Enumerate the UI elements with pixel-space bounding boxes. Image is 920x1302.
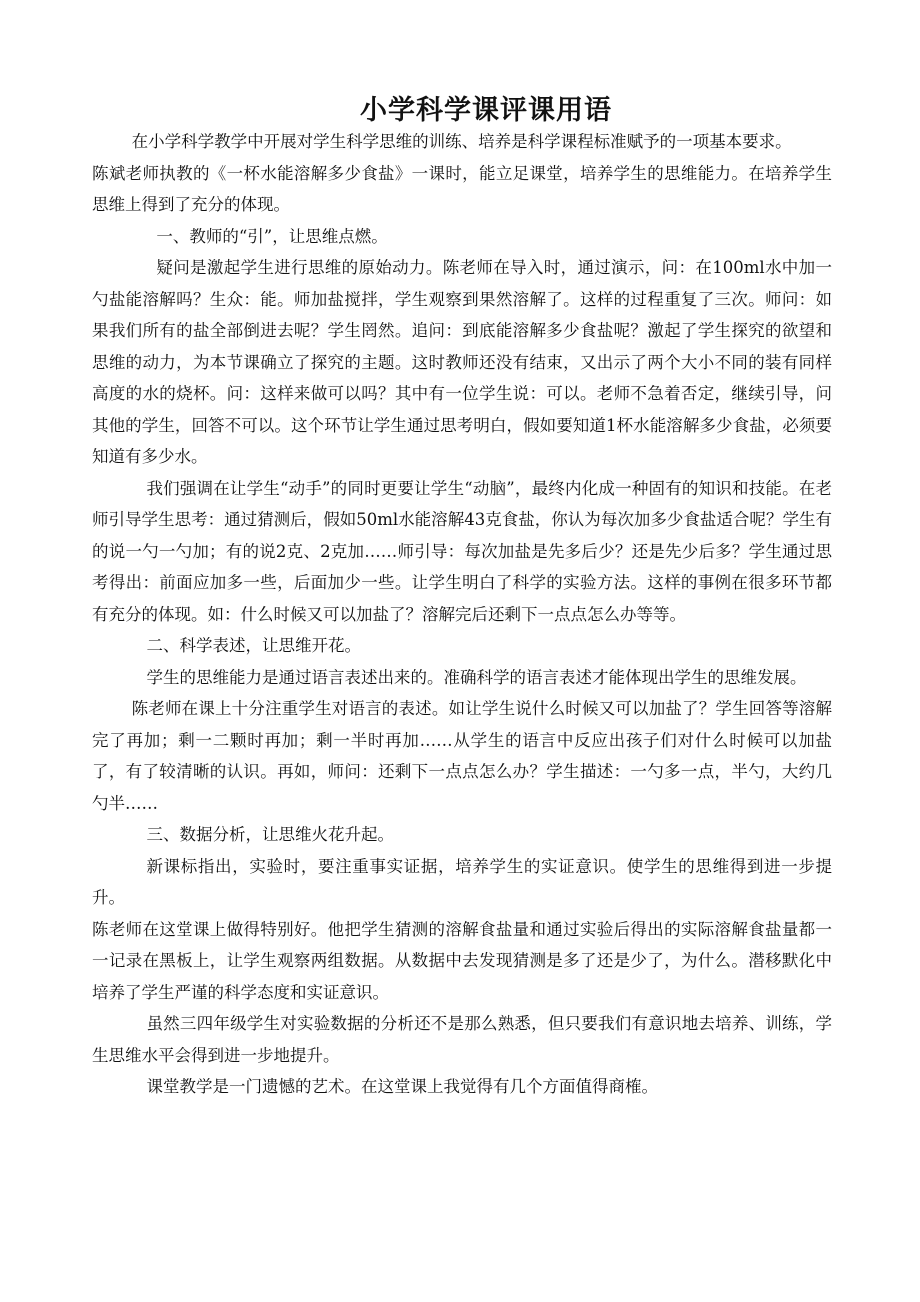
paragraph-conclusion: 课堂教学是一门遗憾的艺术。在这堂课上我觉得有几个方面值得商榷。 [146, 1077, 658, 1096]
paragraph-language-examples: 陈老师在课上十分注重学生对语言的表述。如让学生说什么时候又可以加盐了？学生回答等溶解完了再加；剩一二颗时再加；剩一半时再加……从学生的语言中反应出孩子们对什么时候可以加盐了，有了较清晰的认识。再如，师问：还剩下一点点怎么办？学生描述：一勺多一点，半勺，大约几勺半…… [92, 699, 832, 813]
paragraph-intro: 在小学科学教学中开展对学生科学思维的训练、培养是科学课程标准赋予的一项基本要求。 [131, 132, 792, 151]
paragraph-overview: 陈斌老师执教的《一杯水能溶解多少食盐》一课时，能立足课堂，培养学生的思维能力。在培养学生思维上得到了充分的体现。 [92, 163, 832, 214]
document-title: 小学科学课评课用语 [360, 95, 612, 126]
section-heading-2: 二、科学表述，让思维开花。 [146, 636, 361, 655]
section-heading-3: 三、数据分析，让思维火花升起。 [146, 825, 394, 844]
paragraph-data-recording: 陈老师在这堂课上做得特别好。他把学生猜测的溶解食盐量和通过实验后得出的实际溶解食盐量都一一记录在黑板上，让学生观察两组数据。从数据中去发现猜测是多了还是少了，为什么。潜移默化中培养了学生严谨的科学态度和实证意识。 [92, 919, 832, 1002]
paragraph-improvement: 虽然三四年级学生对实验数据的分析还不是那么熟悉，但只要我们有意识地去培养、训练，学生思维水平会得到进一步地提升。 [92, 1014, 832, 1065]
document-body [92, 126, 832, 1103]
paragraph-questioning: 疑问是激起学生进行思维的原始动力。陈老师在导入时，通过演示，问：在100ml水中加一勺盐能溶解吗？生众：能。师加盐搅拌，学生观察到果然溶解了。这样的过程重复了三次。师问：如果我们所有的盐全部倒进去呢？学生罔然。追问：到底能溶解多少食盐呢？激起了学生探究的欲望和思维的动力，为本节课确立了探究的主题。这时教师还没有结束，又出示了两个大小不同的装有同样高度的水的烧杯。问：这样来做可以吗？其中有一位学生说：可以。老师不急着否定，继续引导，问其他的学生，回答不可以。这个环节让学生通过思考明白，假如要知道1杯水能溶解多少食盐，必须要知道有多少水。 [92, 258, 832, 466]
section-heading-1: 一、教师的“引”，让思维点燃。 [156, 226, 388, 246]
paragraph-standards: 新课标指出，实验时，要注重事实证据，培养学生的实证意识。使学生的思维得到进一步提升。 [92, 856, 832, 907]
paragraph-language-expression: 学生的思维能力是通过语言表述出来的。准确科学的语言表述才能体现出学生的思维发展。 [146, 667, 807, 687]
paragraph-hands-on-minds-on: 我们强调在让学生“动手”的同时更要让学生“动脑”，最终内化成一种固有的知识和技能。在老师引导学生思考：通过猜测后，假如50ml水能溶解43克食盐，你认为每次加多少食盐适合呢？学生有的说一勺一勺加；有的说2克、2克加……师引导：每次加盐是先多后少？还是先少后多？学生通过思考得出：前面应加多一些，后面加少一些。让学生明白了科学的实验方法。这样的事例在很多环节都有充分的体现。如：什么时候又可以加盐了？溶解完后还剩下一点点怎么办等等。 [92, 478, 832, 624]
